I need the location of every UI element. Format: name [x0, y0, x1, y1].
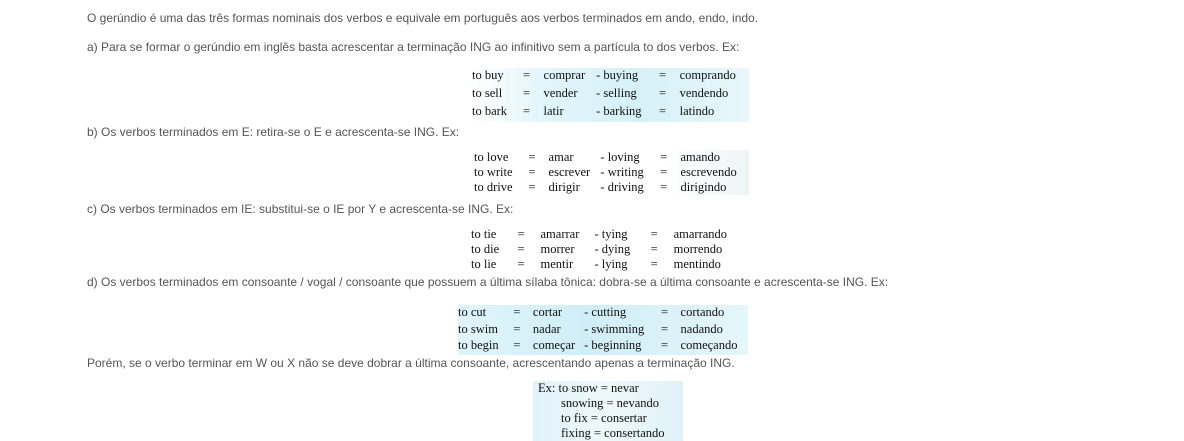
- verb-cell: =: [659, 68, 667, 82]
- verb-cell: to cut: [458, 305, 487, 319]
- verb-cell: cortando: [680, 305, 725, 319]
- verb-cell: =: [528, 165, 536, 179]
- verb-cell: =: [517, 227, 525, 241]
- example-table-b: [474, 150, 749, 195]
- verb-cell: escrever: [548, 165, 591, 179]
- verb-cell: =: [650, 257, 658, 271]
- verb-row: [458, 305, 748, 322]
- verb-cell: - swimming: [584, 321, 645, 336]
- verb-cell: to bark: [472, 104, 508, 118]
- verb-cell: amar: [548, 150, 574, 164]
- example-box-w-x: [533, 381, 683, 441]
- verb-cell: to lie: [471, 257, 497, 271]
- verb-cell: =: [659, 104, 667, 118]
- verb-cell: - beginning: [584, 338, 642, 353]
- verb-row: [474, 150, 749, 165]
- verb-row: [474, 180, 749, 195]
- verb-cell: nadar: [532, 321, 561, 336]
- verb-cell: to love: [474, 150, 509, 164]
- verb-cell: - dying: [594, 242, 631, 256]
- verb-cell: vender: [543, 86, 578, 100]
- verb-cell: dirigir: [548, 180, 580, 194]
- verb-cell: vendendo: [679, 86, 729, 100]
- verb-cell: to buy: [472, 68, 504, 82]
- verb-cell: - buying: [596, 68, 639, 82]
- verb-cell: =: [661, 305, 669, 319]
- verb-cell: - selling: [596, 86, 637, 100]
- verb-cell: - driving: [600, 180, 644, 194]
- verb-cell: =: [517, 242, 525, 256]
- verb-cell: =: [650, 227, 658, 241]
- verb-row: [471, 257, 746, 272]
- verb-cell: começar: [532, 338, 576, 353]
- verb-cell: =: [661, 338, 669, 353]
- verb-cell: =: [660, 180, 668, 194]
- verb-cell: dirigindo: [680, 180, 727, 194]
- rule-a-paragraph: a) Para se formar o gerúndio em inglês basta acrescentar a terminação ING ao infinitivo sem a partícula to dos verbos. Ex:: [87, 40, 740, 54]
- verb-cell: to tie: [471, 227, 497, 241]
- example-table-a: [472, 68, 749, 122]
- verb-cell: =: [660, 150, 668, 164]
- rule-b-paragraph: b) Os verbos terminados em E: retira-se o E e acrescenta-se ING. Ex:: [87, 125, 460, 139]
- verb-cell: cortar: [532, 305, 563, 319]
- verb-cell: =: [522, 68, 531, 82]
- verb-row: [474, 165, 749, 180]
- verb-cell: =: [522, 86, 531, 100]
- verb-cell: - loving: [600, 150, 640, 164]
- verb-cell: morrendo: [673, 242, 723, 256]
- verb-cell: - lying: [594, 257, 628, 271]
- example-line: snowing = nevando: [561, 396, 660, 410]
- rule-c-paragraph: c) Os verbos terminados em IE: substitui-se o IE por Y e acrescenta-se ING. Ex:: [87, 202, 514, 216]
- verb-cell: latindo: [679, 104, 715, 118]
- intro-paragraph: O gerúndio é uma das três formas nominais dos verbos e equivale em português aos verbos terminados em ando, endo, indo.: [87, 11, 759, 25]
- verb-cell: - cutting: [584, 305, 627, 319]
- verb-cell: to write: [474, 165, 513, 179]
- example-table-d: [458, 305, 748, 355]
- verb-cell: comprando: [679, 68, 736, 82]
- example-line: fixing = consertando: [561, 426, 665, 440]
- verb-cell: to begin: [458, 338, 499, 353]
- verb-cell: - barking: [596, 104, 642, 118]
- verb-cell: =: [528, 150, 536, 164]
- verb-cell: =: [528, 180, 536, 194]
- verb-row: [472, 104, 749, 122]
- verb-cell: =: [522, 104, 531, 118]
- verb-cell: to swim: [458, 321, 498, 336]
- verb-cell: =: [660, 165, 668, 179]
- verb-cell: =: [659, 86, 667, 100]
- verb-cell: escrevendo: [680, 165, 737, 179]
- verb-row: [458, 338, 748, 355]
- verb-row: [471, 227, 746, 242]
- example-line: Ex: to snow = nevar: [538, 381, 639, 395]
- verb-cell: to drive: [474, 180, 513, 194]
- verb-cell: morrer: [540, 242, 575, 256]
- verb-cell: mentindo: [673, 257, 721, 271]
- verb-cell: comprar: [543, 68, 586, 82]
- verb-cell: =: [517, 257, 525, 271]
- verb-cell: to die: [471, 242, 500, 256]
- verb-row: [471, 242, 746, 257]
- verb-row: [458, 322, 748, 339]
- verb-cell: =: [661, 321, 669, 336]
- verb-cell: - tying: [594, 227, 628, 241]
- verb-cell: amarrando: [673, 227, 728, 241]
- verb-cell: começando: [680, 338, 738, 353]
- verb-cell: nadando: [680, 321, 723, 336]
- verb-cell: latir: [543, 104, 564, 118]
- verb-cell: =: [513, 305, 521, 319]
- verb-row: [472, 86, 749, 104]
- verb-cell: mentir: [540, 257, 574, 271]
- verb-cell: =: [513, 338, 521, 353]
- verb-cell: - writing: [600, 165, 644, 179]
- example-table-c: [471, 227, 746, 272]
- verb-cell: amando: [680, 150, 721, 164]
- exception-paragraph: Porém, se o verbo terminar em W ou X não se deve dobrar a última consoante, acrescentando apenas a terminação ING.: [87, 356, 735, 370]
- verb-cell: =: [513, 321, 521, 336]
- verb-cell: =: [650, 242, 658, 256]
- example-line: to fix = consertar: [561, 411, 647, 425]
- verb-cell: to sell: [472, 86, 503, 100]
- verb-row: [472, 68, 749, 86]
- verb-cell: amarrar: [540, 227, 580, 241]
- rule-d-paragraph: d) Os verbos terminados em consoante / vogal / consoante que possuem a última sílaba tônica: dobra-se a última consoante e acrescenta-se ING. Ex:: [87, 275, 889, 289]
